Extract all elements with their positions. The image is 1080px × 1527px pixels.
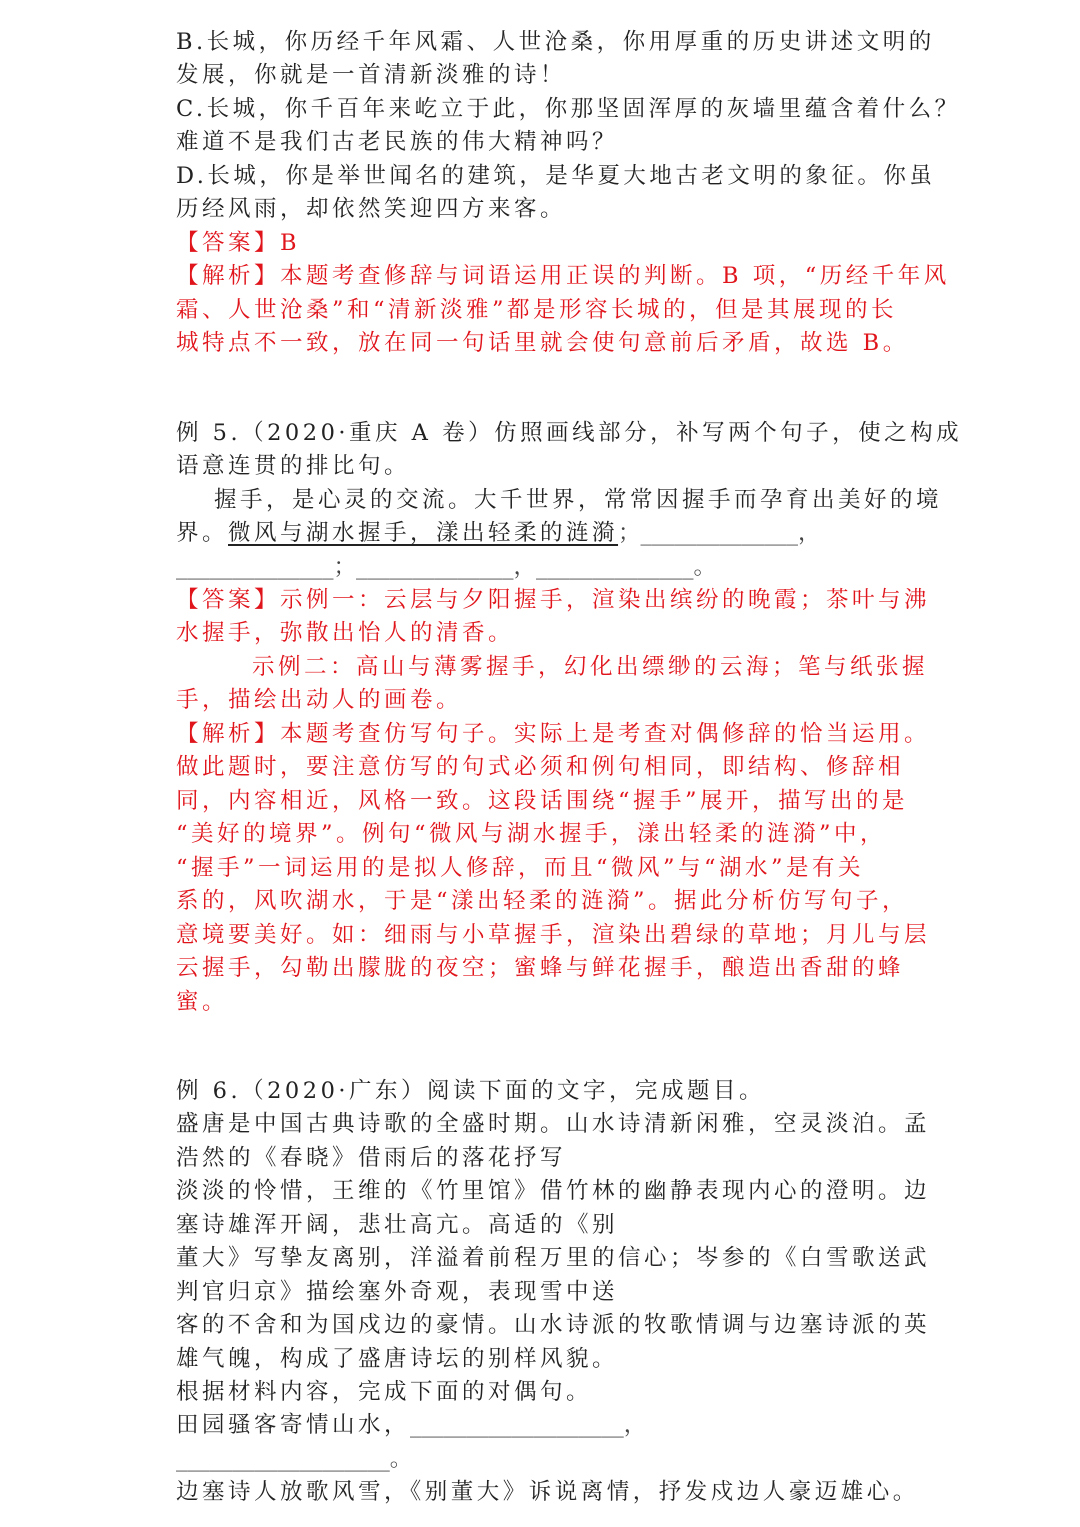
example6-material-line-4: 塞诗雄浑开阔，悲壮高亢。高适的《别 (176, 1212, 619, 1238)
example5-analysis-line-8: 云握手，勾勒出朦胧的夜空；蜜蜂与鲜花握手，酿造出香甜的蜂 (176, 955, 905, 981)
option-d-line-1: D.长城，你是举世闻名的建筑，是华夏大地古老文明的象征。你虽 (176, 163, 936, 189)
example6-material-line-1: 盛唐是中国古典诗歌的全盛时期。山水诗清新闲雅，空灵淡泊。孟 (176, 1111, 931, 1137)
option-c-line-2: 难道不是我们古老民族的伟大精神吗？ (176, 129, 619, 155)
example6-fill-line-1 (176, 1414, 646, 1437)
underlined-sentence: 微风与湖水握手，漾出轻柔的涟漪 (228, 520, 619, 546)
example5-answer-line-2: 水握手，弥散出怡人的清香。 (176, 620, 515, 646)
couplet-first-half: 田园骚客寄情山水， (176, 1412, 411, 1438)
example6-material-line-3: 淡淡的怜惜，王维的《竹里馆》借竹林的幽静表现内心的澄明。边 (176, 1178, 931, 1204)
example4-analysis-line-1: 【解析】本题考查修辞与词语运用正误的判断。B 项，“历经千年风 (176, 263, 950, 289)
example5-analysis-line-9: 蜜。 (176, 989, 229, 1015)
example5-analysis-line-6: 系的，风吹湖水，于是“漾出轻柔的涟漪”。据此分析仿写句子， (176, 888, 909, 914)
example6-material-line-8: 雄气魄，构成了盛唐诗坛的别样风貌。 (176, 1346, 619, 1372)
example6-material-line-7: 客的不舍和为国戍边的豪情。山水诗派的牧歌情调与边塞诗派的英 (176, 1312, 931, 1338)
example5-analysis-line-7: 意境要美好。如：细雨与小草握手，渲染出碧绿的草地；月儿与层 (176, 922, 931, 948)
example6-fill-line-2: ___________________。 (176, 1446, 413, 1472)
example5-passage-line-2 (176, 522, 821, 545)
example4-analysis-line-2: 霜、人世沧桑”和“清新淡雅”都是形容长城的，但是其展现的长 (176, 297, 898, 323)
option-b-line-2: 发展，你就是一首清新淡雅的诗！ (176, 62, 567, 88)
example5-question-line-1: 例 5.（2020·重庆 A 卷）仿照画线部分，补写两个句子，使之构成 (176, 420, 963, 446)
example5-analysis-line-2: 做此题时，要注意仿写的句式必须和例句相同，即结构、修辞相 (176, 754, 905, 780)
option-d-line-2: 历经风雨，却依然笑迎四方来客。 (176, 196, 567, 222)
option-c-line-1: C.长城，你千百年来屹立于此，你那坚固浑厚的灰墙里蕴含着什么？ (176, 96, 961, 122)
example5-analysis-line-1: 【解析】本题考查仿写句子。实际上是考查对偶修辞的恰当运用。 (176, 721, 931, 747)
example5-analysis-line-5: “握手”一词运用的是拟人修辞，而且“微风”与“湖水”是有关 (176, 855, 865, 881)
example6-task: 根据材料内容，完成下面的对偶句。 (176, 1379, 593, 1405)
example5-question-line-2: 语意连贯的排比句。 (176, 453, 411, 479)
example5-answer-line-3: 示例二：高山与薄雾握手，幻化出缥缈的云海；笔与纸张握 (252, 654, 929, 680)
passage-text: 界。 (176, 520, 229, 546)
example6-couplet-line: 边塞诗人放歌风雪，《别董大》诉说离情，抒发戍边人豪迈雄心。 (176, 1479, 919, 1505)
example5-analysis-line-4: “美好的境界”。例句“微风与湖水握手，漾出轻柔的涟漪”中， (176, 821, 887, 847)
fill-blank: ___________________， (410, 1412, 647, 1438)
example5-blank-line: ______________；______________，______________。 (176, 554, 717, 580)
example5-analysis-line-3: 同，内容相近，风格一致。这段话围绕“握手”展开，描写出的是 (176, 788, 909, 814)
example6-material-line-2: 浩然的《春晓》借雨后的落花抒写 (176, 1145, 567, 1171)
example6-material-line-6: 判官归京》描绘塞外奇观，表现雪中送 (176, 1279, 619, 1305)
example6-material-line-5: 董大》写挚友离别，洋溢着前程万里的信心；岑参的《白雪歌送武 (176, 1245, 931, 1271)
option-b-line-1: B.长城，你历经千年风霜、人世沧桑，你用厚重的历史讲述文明的 (176, 29, 935, 55)
example6-question: 例 6.（2020·广东）阅读下面的文字，完成题目。 (176, 1078, 766, 1104)
example5-passage-line-1: 握手，是心灵的交流。大千世界，常常因握手而孕育出美好的境 (214, 487, 943, 513)
fill-blank: ；______________， (618, 520, 821, 546)
example5-answer-line-1: 【答案】示例一：云层与夕阳握手，渲染出缤纷的晚霞；茶叶与沸 (176, 587, 931, 613)
example5-answer-line-4: 手，描绘出动人的画卷。 (176, 687, 463, 713)
example4-analysis-line-3: 城特点不一致，放在同一句话里就会使句意前后矛盾，故选 B。 (176, 330, 909, 356)
example4-answer: 【答案】B (176, 230, 301, 256)
